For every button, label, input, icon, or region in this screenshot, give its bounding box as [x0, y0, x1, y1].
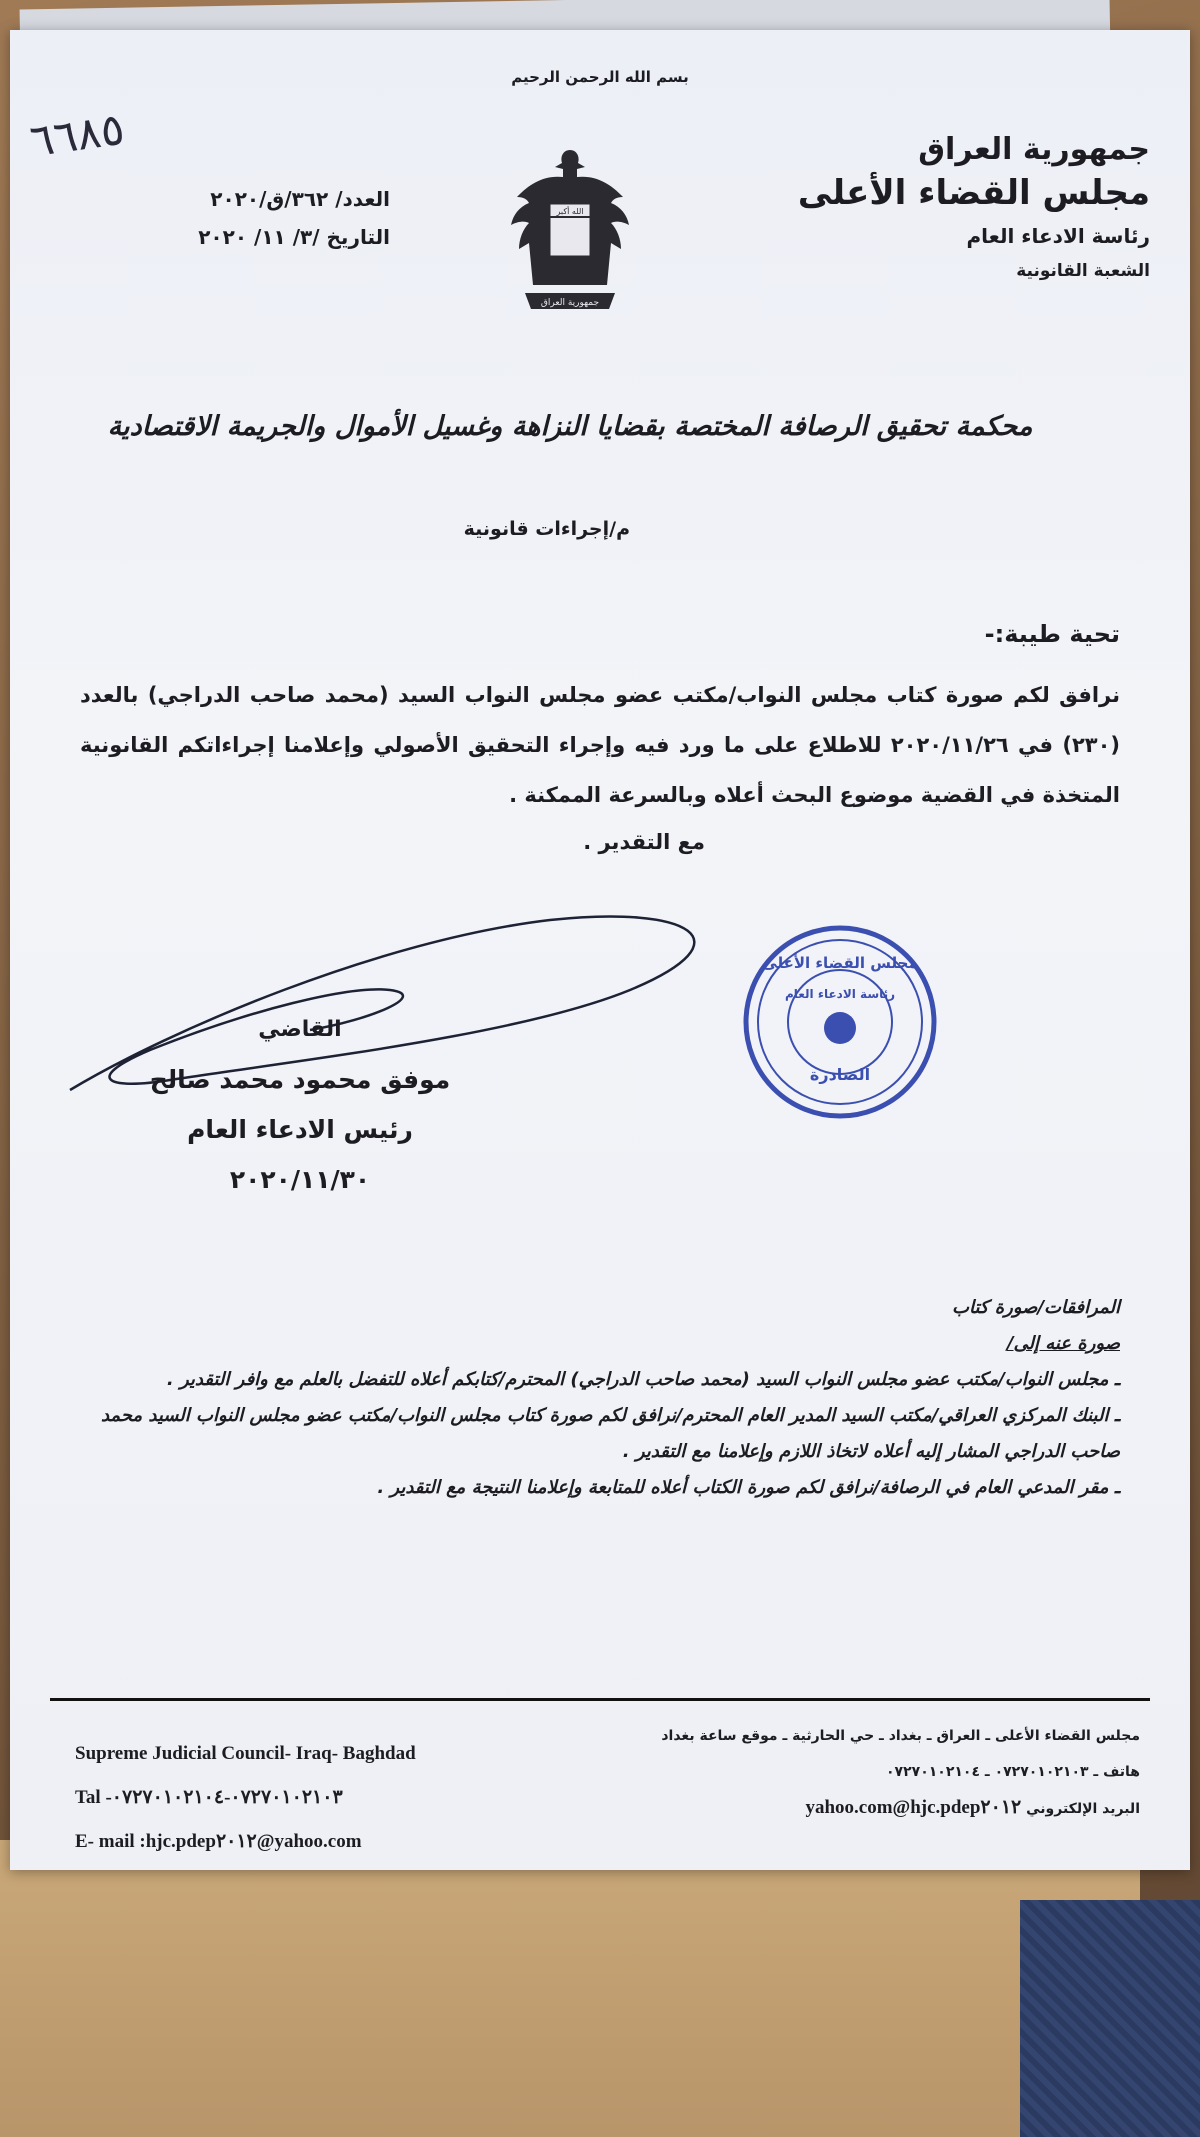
letterhead [798, 130, 1150, 286]
footer-phone-en: Tal -٠٧٢٧٠١٠٢١٠٣-٠٧٢٧٠١٠٢١٠٤ [75, 1787, 343, 1808]
regards: مع التقدير . [583, 830, 705, 854]
signer-name: موفق محمود محمد صالح [149, 1065, 451, 1094]
footer-arabic [580, 1718, 1140, 1827]
reference-block [130, 180, 390, 256]
envelope [0, 1840, 1140, 2137]
stamp-outer-text: مجلس القضاء الأعلى [762, 954, 918, 972]
letter-page [10, 30, 1190, 1870]
bismillah: بسم الله الرحمن الرحيم [511, 68, 689, 86]
reference-date: التاريخ /٣/ ١١/ ٢٠٢٠ [198, 225, 390, 249]
handwritten-number: ٦٦٨٥ [26, 103, 128, 168]
copy-item: ـ مقر المدعي العام في الرصافة/نرافق لكم صورة الكتاب أعلاه للمتابعة وإعلامنا النتيجة مع التقدير . [377, 1477, 1120, 1498]
emblem-banner: جمهورية العراق [540, 298, 600, 308]
eagle-emblem-icon [505, 145, 635, 315]
signature-block [140, 1005, 460, 1205]
footer-phone: هاتف ـ ٠٧٢٧٠١٠٢١٠٣ ـ ٠٧٢٧٠١٠٢١٠٤ [886, 1764, 1140, 1780]
reference-number: العدد/ ٣٦٢/ق/٢٠٢٠ [210, 187, 390, 211]
footer-divider [50, 1698, 1150, 1701]
signature-date: ٢٠٢٠/١١/٣٠ [229, 1165, 371, 1194]
fabric [1020, 1900, 1200, 2137]
subject: م/إجراءات قانونية [463, 518, 630, 540]
republic-title: جمهورية العراق [918, 132, 1150, 167]
addressee: محكمة تحقيق الرصافة المختصة بقضايا النزاهة وغسيل الأموال والجريمة الاقتصادية [107, 411, 1033, 442]
footer-email-label: البريد الإلكتروني [1026, 1801, 1140, 1817]
attachments-section [60, 1290, 1120, 1506]
emblem-takbir: الله أكبر [556, 207, 584, 216]
footer-email: hjc.pdep٢٠١٢@yahoo.com [805, 1797, 1022, 1818]
section-title: الشعبة القانونية [1016, 261, 1150, 281]
stamp-bottom-text: الصادرة [809, 1065, 871, 1084]
copy-to-label: صورة عنه إلى/ [1006, 1333, 1120, 1354]
signer-title: القاضي [258, 1017, 342, 1042]
copy-item: ـ مجلس النواب/مكتب عضو مجلس النواب السيد (محمد صاحب الدراجي) المحترم/كتابكم أعلاه للتفضل بالعلم مع وافر التقدير . [166, 1369, 1120, 1390]
greeting: تحية طيبة:- [984, 620, 1120, 648]
council-title: مجلس القضاء الأعلى [797, 173, 1150, 213]
presidency-title: رئاسة الادعاء العام [966, 224, 1150, 248]
stamp-inner-text: رئاسة الادعاء العام [784, 987, 896, 1001]
footer-english [75, 1732, 575, 1864]
copy-item: ـ البنك المركزي العراقي/مكتب السيد المدير العام المحترم/نرافق لكم صورة كتاب مجلس النواب/مكتب عضو مجلس النواب السيد محمد صاحب الدراجي المشار إليه أعلاه لاتخاذ اللازم وإعلامنا مع التقدير . [100, 1405, 1120, 1462]
letter-body: نرافق لكم صورة كتاب مجلس النواب/مكتب عضو مجلس النواب السيد (محمد صاحب الدراجي) بالعدد (٢٣٠) في ٢٠٢٠/١١/٢٦ للاطلاع على ما ورد فيه وإجراء التحقيق الأصولي وإعلامنا إجراءاتكم القانونية المتخذة في القضية موضوع البحث أعلاه وبالسرعة الممكنة . [80, 683, 1120, 807]
attachments-label: المرافقات/صورة كتاب [952, 1297, 1120, 1318]
official-stamp [740, 920, 940, 1125]
footer-address: مجلس القضاء الأعلى ـ العراق ـ بغداد ـ حي الحارثية ـ موقع ساعة بغداد [661, 1728, 1140, 1744]
footer-email-en: E- mail :hjc.pdep٢٠١٢@yahoo.com [75, 1831, 362, 1852]
footer-council-en: Supreme Judicial Council- Iraq- Baghdad [75, 1743, 416, 1764]
signer-role: رئيس الادعاء العام [187, 1115, 413, 1144]
